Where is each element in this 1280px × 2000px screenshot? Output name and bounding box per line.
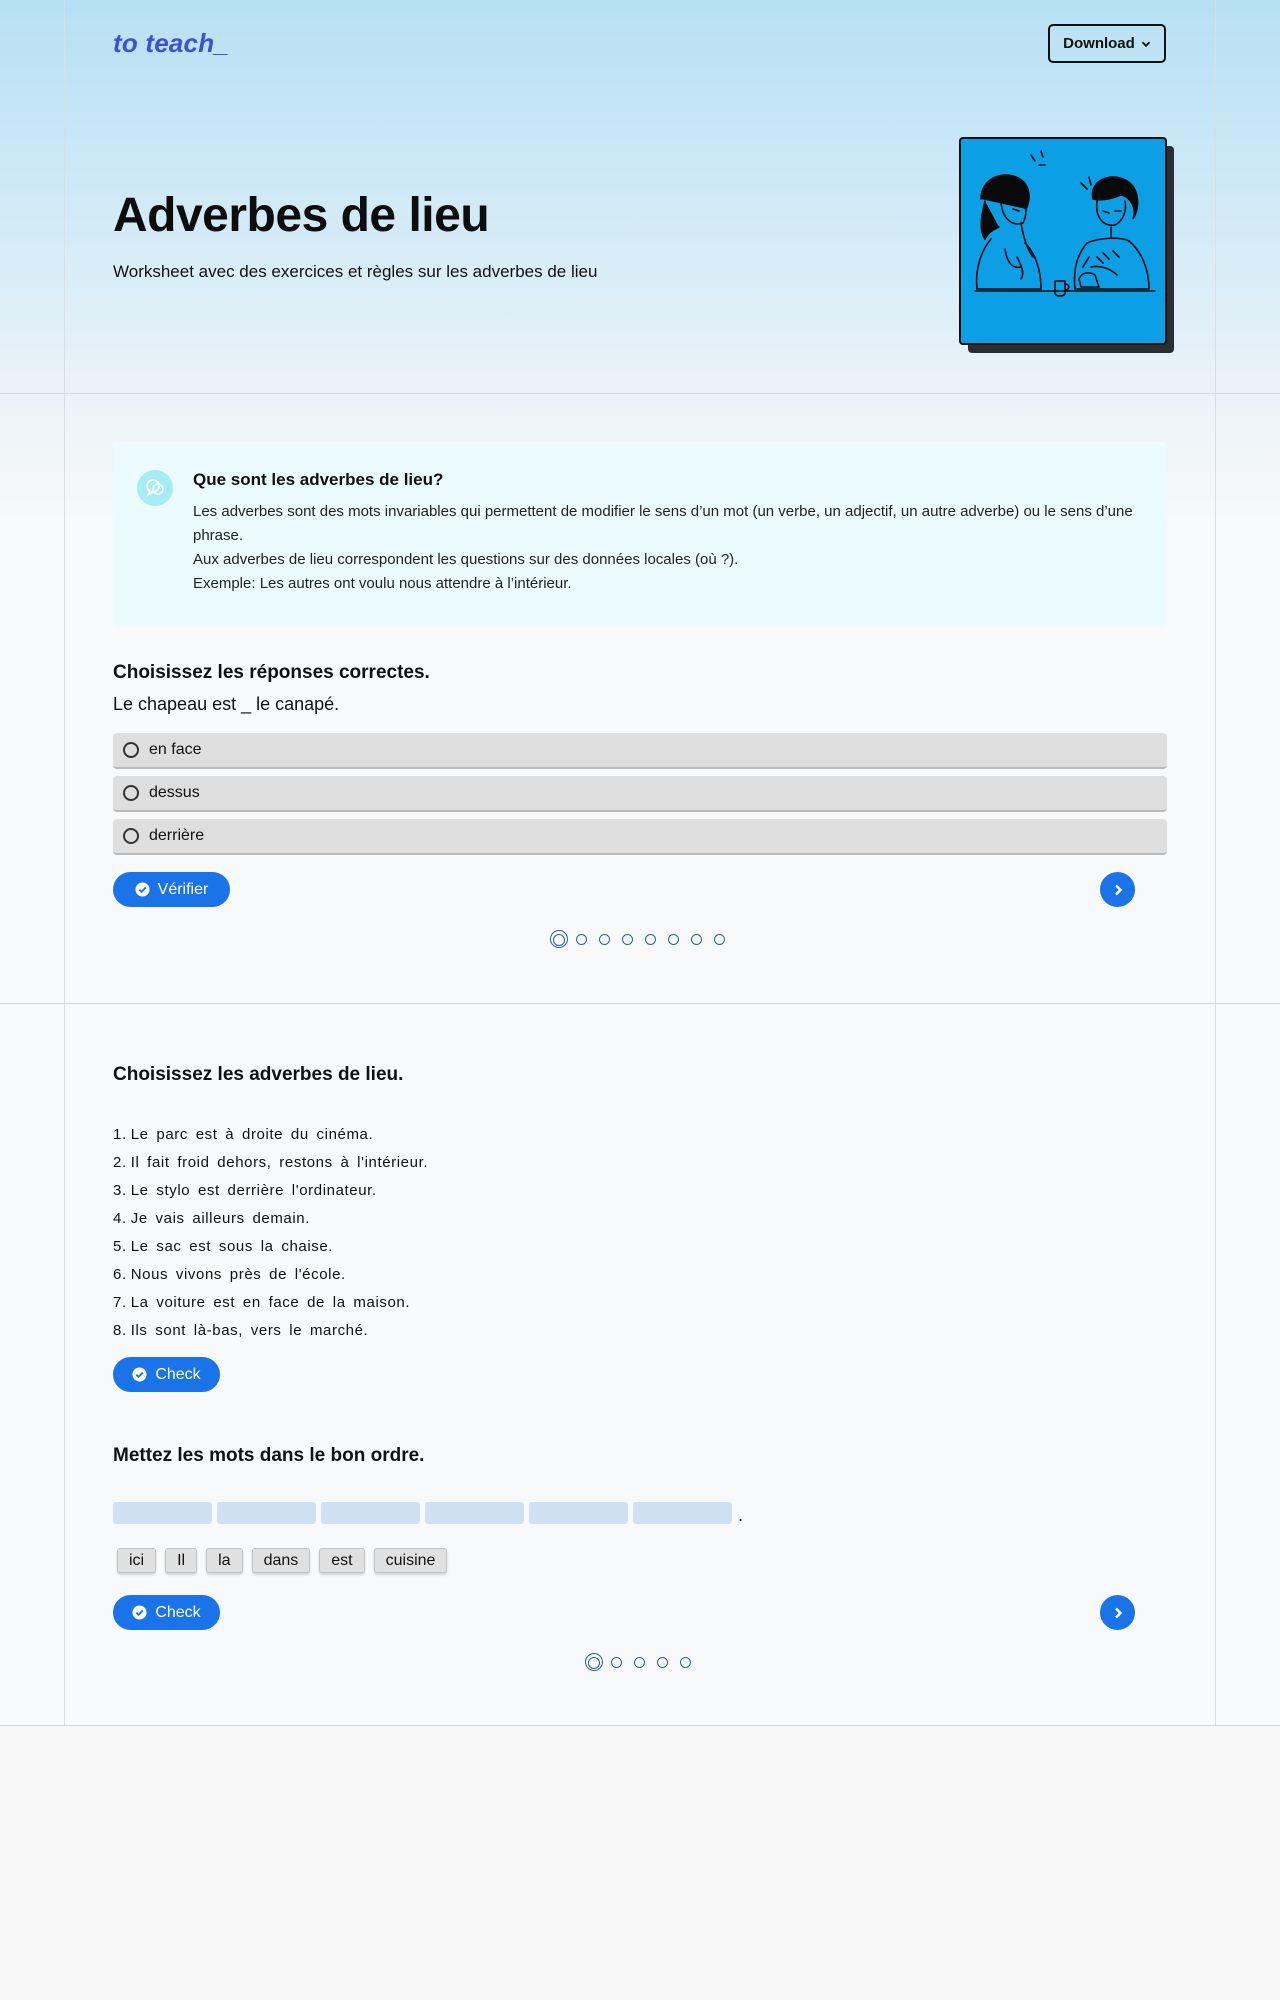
verify-button[interactable] (113, 872, 230, 907)
check-circle-icon (135, 882, 150, 897)
divider-bottom (0, 1725, 1280, 1726)
drop-slot[interactable] (633, 1502, 732, 1524)
page-dot[interactable] (674, 1652, 697, 1672)
divider-section (0, 1003, 1280, 1004)
quiz1-heading: Choisissez les réponses correctes. (113, 662, 430, 683)
site-logo[interactable]: to teach_ (113, 28, 229, 58)
list-item[interactable]: 1. Le parc est à droite du cinéma. (113, 1126, 374, 1143)
page-dot[interactable] (570, 929, 593, 949)
answer-slots (113, 1502, 743, 1524)
drop-slot[interactable] (529, 1502, 628, 1524)
chevron-right-icon (1111, 883, 1125, 897)
chevron-down-icon (1141, 39, 1151, 49)
sentence-text[interactable]: Je vais ailleurs demain. (130, 1210, 311, 1227)
sentence-text[interactable]: La voiture est en face de la maison. (130, 1294, 411, 1311)
drop-slot[interactable] (321, 1502, 420, 1524)
info-line: Exemple: Les autres ont voulu nous attendre à l’intérieur. (193, 575, 572, 592)
page-dot[interactable] (639, 929, 662, 949)
chevron-right-icon (1111, 1606, 1125, 1620)
check-label: Check (155, 1365, 201, 1383)
sentence-text[interactable]: Le parc est à droite du cinéma. (130, 1126, 374, 1143)
page-dot[interactable] (593, 929, 616, 949)
check-circle-icon (132, 1367, 147, 1382)
answer-option[interactable] (113, 819, 1167, 855)
page-dot[interactable] (628, 1652, 651, 1672)
answer-option[interactable] (113, 733, 1167, 769)
word-chip[interactable]: la (206, 1548, 242, 1573)
next-button[interactable] (1100, 872, 1135, 907)
sentence-list (113, 1121, 428, 1345)
option-label: en face (149, 741, 202, 758)
list-item[interactable]: 7. La voiture est en face de la maison. (113, 1294, 411, 1311)
drop-slot[interactable] (217, 1502, 316, 1524)
sentence-text[interactable]: Nous vivons près de l'école. (130, 1266, 346, 1283)
page-title: Adverbes de lieu (113, 189, 490, 242)
word-chip[interactable]: cuisine (374, 1548, 448, 1573)
quiz2-heading: Choisissez les adverbes de lieu. (113, 1064, 404, 1085)
page-dot[interactable] (547, 929, 570, 949)
list-item[interactable]: 8. Ils sont là-bas, vers le marché. (113, 1322, 369, 1339)
check-label: Check (155, 1603, 201, 1621)
page-dot[interactable] (662, 929, 685, 949)
next-button[interactable] (1100, 1595, 1135, 1630)
page-subtitle: Worksheet avec des exercices et règles sur les adverbes de lieu (113, 262, 598, 281)
drop-slot[interactable] (113, 1502, 212, 1524)
list-item[interactable]: 4. Je vais ailleurs demain. (113, 1210, 311, 1227)
hero-illustration (959, 137, 1167, 345)
option-label: derrière (149, 827, 205, 844)
two-people-illustration (961, 139, 1167, 345)
radio-icon[interactable] (123, 785, 139, 801)
info-title: Que sont les adverbes de lieu? (193, 470, 444, 489)
check-button[interactable] (113, 1357, 220, 1392)
sentence-text[interactable]: Le stylo est derrière l'ordinateur. (130, 1182, 377, 1199)
info-line: Aux adverbes de lieu correspondent les questions sur des données locales (où ?). (193, 551, 739, 568)
quiz1-sentence: Le chapeau est _ le canapé. (113, 694, 340, 714)
grid-line-right (1215, 0, 1216, 1725)
sentence-text[interactable]: Le sac est sous la chaise. (130, 1238, 334, 1255)
page-dot[interactable] (616, 929, 639, 949)
radio-icon[interactable] (123, 742, 139, 758)
sentence-text[interactable]: Ils sont là-bas, vers le marché. (130, 1322, 369, 1339)
page-dot[interactable] (605, 1652, 628, 1672)
info-box (113, 442, 1167, 627)
grid-line-left (64, 0, 65, 1725)
list-item[interactable]: 6. Nous vivons près de l'école. (113, 1266, 346, 1283)
word-chip[interactable]: ici (117, 1548, 156, 1573)
check-button[interactable] (113, 1595, 220, 1630)
page-dot[interactable] (708, 929, 731, 949)
info-body (193, 500, 1143, 596)
quiz3-pagination (582, 1652, 697, 1672)
answer-option[interactable] (113, 776, 1167, 812)
word-chip[interactable]: dans (252, 1548, 311, 1573)
page-dot[interactable] (582, 1652, 605, 1672)
radio-icon[interactable] (123, 828, 139, 844)
quiz3-heading: Mettez les mots dans le bon ordre. (113, 1445, 425, 1466)
sentence-text[interactable]: Il fait froid dehors, restons à l'intérieur. (130, 1154, 429, 1171)
info-line: Les adverbes sont des mots invariables qui permettent de modifier le sens d’un mot (un verbe, un adjectif, un autre adverbe) ou le sens d’une phrase. (193, 503, 1133, 544)
check-circle-icon (132, 1605, 147, 1620)
word-bank (117, 1548, 447, 1573)
list-item[interactable]: 2. Il fait froid dehors, restons à l'intérieur. (113, 1154, 429, 1171)
sentence-end-punct: . (738, 1505, 744, 1525)
word-chip[interactable]: est (319, 1548, 364, 1573)
download-label: Download (1063, 35, 1135, 52)
chat-bubble-icon (137, 470, 173, 506)
page-dot[interactable] (685, 929, 708, 949)
download-button[interactable] (1048, 24, 1166, 63)
word-chip[interactable]: Il (165, 1548, 197, 1573)
list-item[interactable]: 3. Le stylo est derrière l'ordinateur. (113, 1182, 377, 1199)
list-item[interactable]: 5. Le sac est sous la chaise. (113, 1238, 334, 1255)
divider-hero (0, 393, 1280, 394)
verify-label: Vérifier (157, 880, 209, 898)
option-label: dessus (149, 784, 200, 801)
drop-slot[interactable] (425, 1502, 524, 1524)
page-dot[interactable] (651, 1652, 674, 1672)
quiz1-pagination (547, 929, 731, 949)
